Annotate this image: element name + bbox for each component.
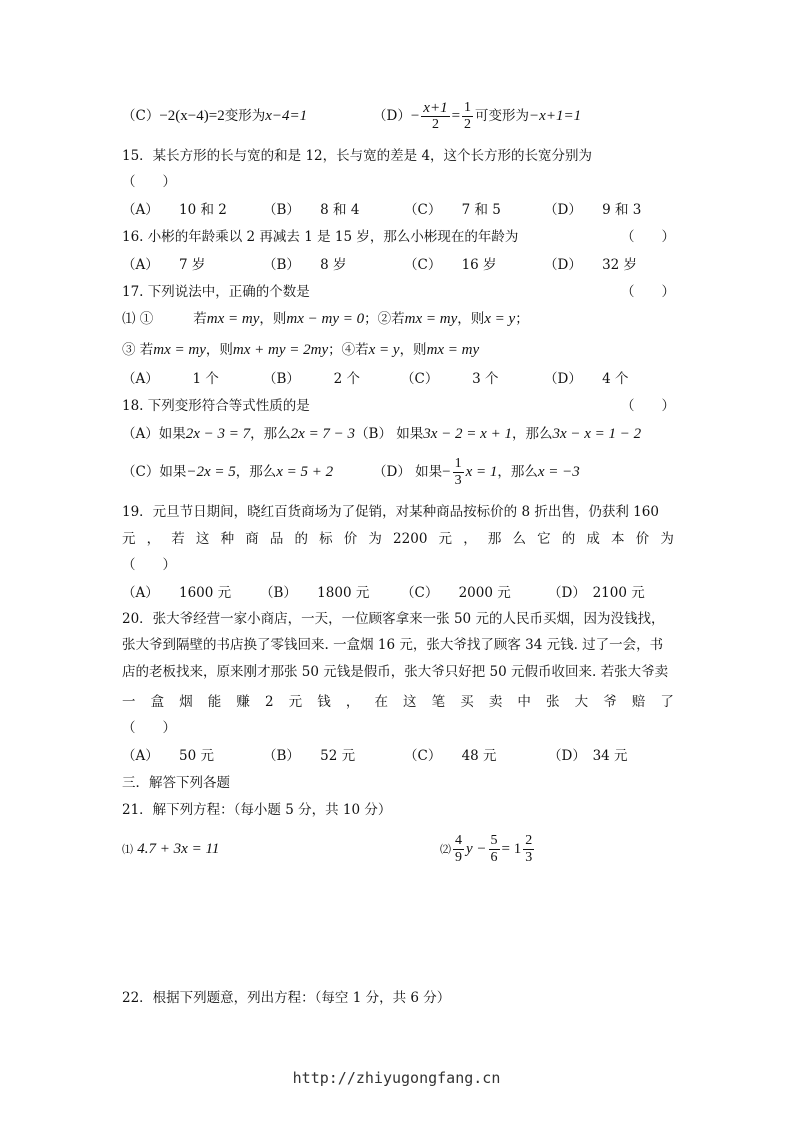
q22-stem: 22．根据下列题意，列出方程：（每空 1 分，共 6 分） [122, 990, 451, 1006]
q20-line4-char: 爷 [603, 694, 617, 710]
q19-line2-char: 种 [220, 531, 235, 547]
q20-line4-char: 赔 [631, 694, 646, 710]
q20-paren: （ ） [122, 720, 176, 736]
q19-stem-line1: 19．元旦节日期间，晓红百货商场为了促销，对某种商品按标价的 8 折出售，仍获利 160 [122, 504, 659, 520]
q18-stem: 18. 下列变形符合等式性质的是 [122, 398, 310, 414]
q20-line4-char: 张 [546, 694, 560, 710]
q14-c-math2: x−4=1 [265, 108, 308, 124]
q17-statements-1-2: ⑴ ① 若mx = my，则mx − my = 0；②若mx = my，则x = y； [122, 311, 529, 327]
q20-option-a: （A） 50 元 [122, 748, 214, 764]
q14-option-d: （D）− $\frac{x+1}{2}$ = $\frac{1}{2}$ 可变形为−x+1=1 [373, 100, 582, 132]
q19-option-a: （A） 1600 元 [122, 585, 232, 601]
q17-statements-3-4: ③ 若mx = my，则mx + my = 2my；④若x = y，则mx = my [122, 342, 480, 358]
q19-line2-char: 标 [319, 531, 333, 547]
q20-option-b: （B） 52 元 [263, 748, 356, 764]
q17-option-a: （A） 1 个 [122, 371, 219, 387]
q19-option-b: （B） 1800 元 [260, 585, 370, 601]
q20-stem-line3: 店的老板找来，原来刚才那张 50 元钱是假币，张大爷只好把 50 元假币收回来. 若张大爷卖 [122, 664, 669, 680]
q19-line2-char: 价 [635, 531, 650, 547]
q20-line4-char: 钱 [317, 694, 331, 710]
q14-d-fraction2: $\frac{1}{2}$ [464, 100, 472, 132]
q19-line2-char: 元 [438, 531, 453, 547]
q20-line4-char: 中 [517, 694, 531, 710]
q19-option-d: （D） 2100 元 [548, 585, 645, 601]
q19-line2-char: 么 [512, 531, 526, 547]
q15-stem: 15．某长方形的长与宽的和是 12，长与宽的差是 4，这个长方形的长宽分别为 [122, 148, 593, 164]
q14-c-math: −2(x−4)=2 [159, 108, 225, 124]
q14-options-cd [122, 107, 307, 125]
q14-c-mid: 变形为 [224, 108, 266, 124]
q19-paren: （ ） [122, 557, 176, 573]
q17-option-d: （D） 4 个 [544, 371, 629, 387]
q19-stem-line2 [122, 530, 674, 548]
q21-equation-2: ⑵ $\frac{4}{9}$ y − $\frac{5}{6}$ = 1 $\frac{2}{3}$ [440, 833, 533, 865]
q20-stem-line4 [122, 693, 674, 711]
q19-line2-char: 成 [586, 531, 600, 547]
q18-option-d: （D） 如果− $\frac{1}{3}$ x = 1，那么x = −3 [373, 456, 580, 488]
q17-option-b: （B） 2 个 [263, 371, 361, 387]
q19-line2-char: ， [146, 531, 161, 547]
q20-line4-char: 元 [288, 694, 303, 710]
q20-option-c: （C） 48 元 [404, 748, 497, 764]
q17-option-c: （C） 3 个 [401, 371, 499, 387]
q20-line4-char: 笔 [431, 694, 446, 710]
q14-d-fraction1: $\frac{x+1}{2}$ [423, 100, 448, 132]
q19-line2-char: 2200 [393, 531, 428, 547]
q19-line2-char: 的 [561, 531, 576, 547]
q20-line4-char: 这 [403, 694, 417, 710]
q19-line2-char: ， [463, 531, 477, 547]
q15-option-b: （B） 8 和 4 [263, 202, 360, 218]
q19-line2-char: 为 [660, 531, 674, 547]
footer-url: http://zhiyugongfang.cn [292, 1069, 501, 1087]
q20-option-d: （D） 34 元 [548, 748, 628, 764]
q19-line2-char: 的 [294, 531, 308, 547]
q19-option-c: （C） 2000 元 [401, 585, 511, 601]
q20-line4-char: 盒 [150, 694, 165, 710]
q20-line4-char: 了 [660, 694, 674, 710]
q18-d-fraction: $\frac{1}{3}$ [454, 456, 462, 488]
q18-paren: （ ） [621, 398, 675, 414]
q21-stem: 21．解下列方程：（每小题 5 分，共 10 分） [122, 802, 392, 818]
q16-paren: （ ） [621, 229, 675, 245]
q18-options-ab: （A）如果2x − 3 = 7，那么2x = 7 − 3（B） 如果3x − 2 = x + 1，那么3x − x = 1 − 2 [122, 426, 642, 442]
q15-paren: （ ） [122, 174, 176, 190]
q19-line2-char: 这 [195, 531, 210, 547]
q15-option-c: （C） 7 和 5 [404, 202, 501, 218]
q14-d-mid: 可变形为 [475, 108, 530, 124]
q14-c-label: （C） [122, 108, 160, 124]
q16-option-c: （C） 16 岁 [404, 257, 497, 273]
q20-line4-char: 能 [207, 694, 222, 710]
q20-line4-char: 2 [264, 694, 274, 710]
q20-line4-char: 大 [574, 694, 589, 710]
q20-line4-char: 买 [460, 694, 474, 710]
q20-line4-char: 赚 [236, 694, 250, 710]
q16-option-d: （D） 32 岁 [544, 257, 638, 273]
q17-paren: （ ） [621, 284, 675, 300]
q20-stem-line2: 张大爷到隔壁的书店换了零钱回来. 一盒烟 16 元，张大爷找了顾客 34 元钱. 过了一会，书 [122, 637, 664, 653]
q20-line4-char: ， [345, 694, 360, 710]
q16-option-a: （A） 7 岁 [122, 257, 206, 273]
q14-d-math: −x+1=1 [529, 108, 582, 124]
q19-line2-char: 本 [611, 531, 625, 547]
q20-line4-char: 在 [374, 694, 388, 710]
q18-option-c: （C）如果−2x = 5，那么x = 5 + 2 [122, 464, 334, 480]
q19-line2-char: 价 [343, 531, 358, 547]
q17-stem: 17. 下列说法中，正确的个数是 [122, 284, 310, 300]
q15-option-d: （D） 9 和 3 [544, 202, 642, 218]
q19-line2-char: 品 [269, 531, 284, 547]
q20-stem-line1: 20．张大爷经营一家小商店，一天，一位顾客拿来一张 50 元的人民币买烟，因为没钱找， [122, 611, 665, 627]
q19-line2-char: 商 [245, 531, 259, 547]
q16-option-b: （B） 8 岁 [263, 257, 347, 273]
section-heading: 三．解答下列各题 [122, 775, 230, 791]
q20-line4-char: 卖 [488, 694, 503, 710]
q19-line2-char: 那 [487, 531, 502, 547]
q15-option-a: （A） 10 和 2 [122, 202, 227, 218]
q14-d-sign: − [410, 108, 420, 124]
q19-line2-char: 它 [537, 531, 551, 547]
q20-line4-char: 一 [122, 694, 136, 710]
q20-line4-char: 烟 [179, 694, 193, 710]
q16-stem: 16. 小彬的年龄乘以 2 再减去 1 是 15 岁，那么小彬现在的年龄为 [122, 229, 519, 245]
q19-line2-char: 若 [171, 531, 185, 547]
q14-d-label: （D） [373, 108, 411, 124]
q21-equation-1: ⑴ 4.7 + 3x = 11 [122, 841, 220, 857]
q19-line2-char: 为 [368, 531, 382, 547]
q19-line2-char: 元 [122, 531, 136, 547]
